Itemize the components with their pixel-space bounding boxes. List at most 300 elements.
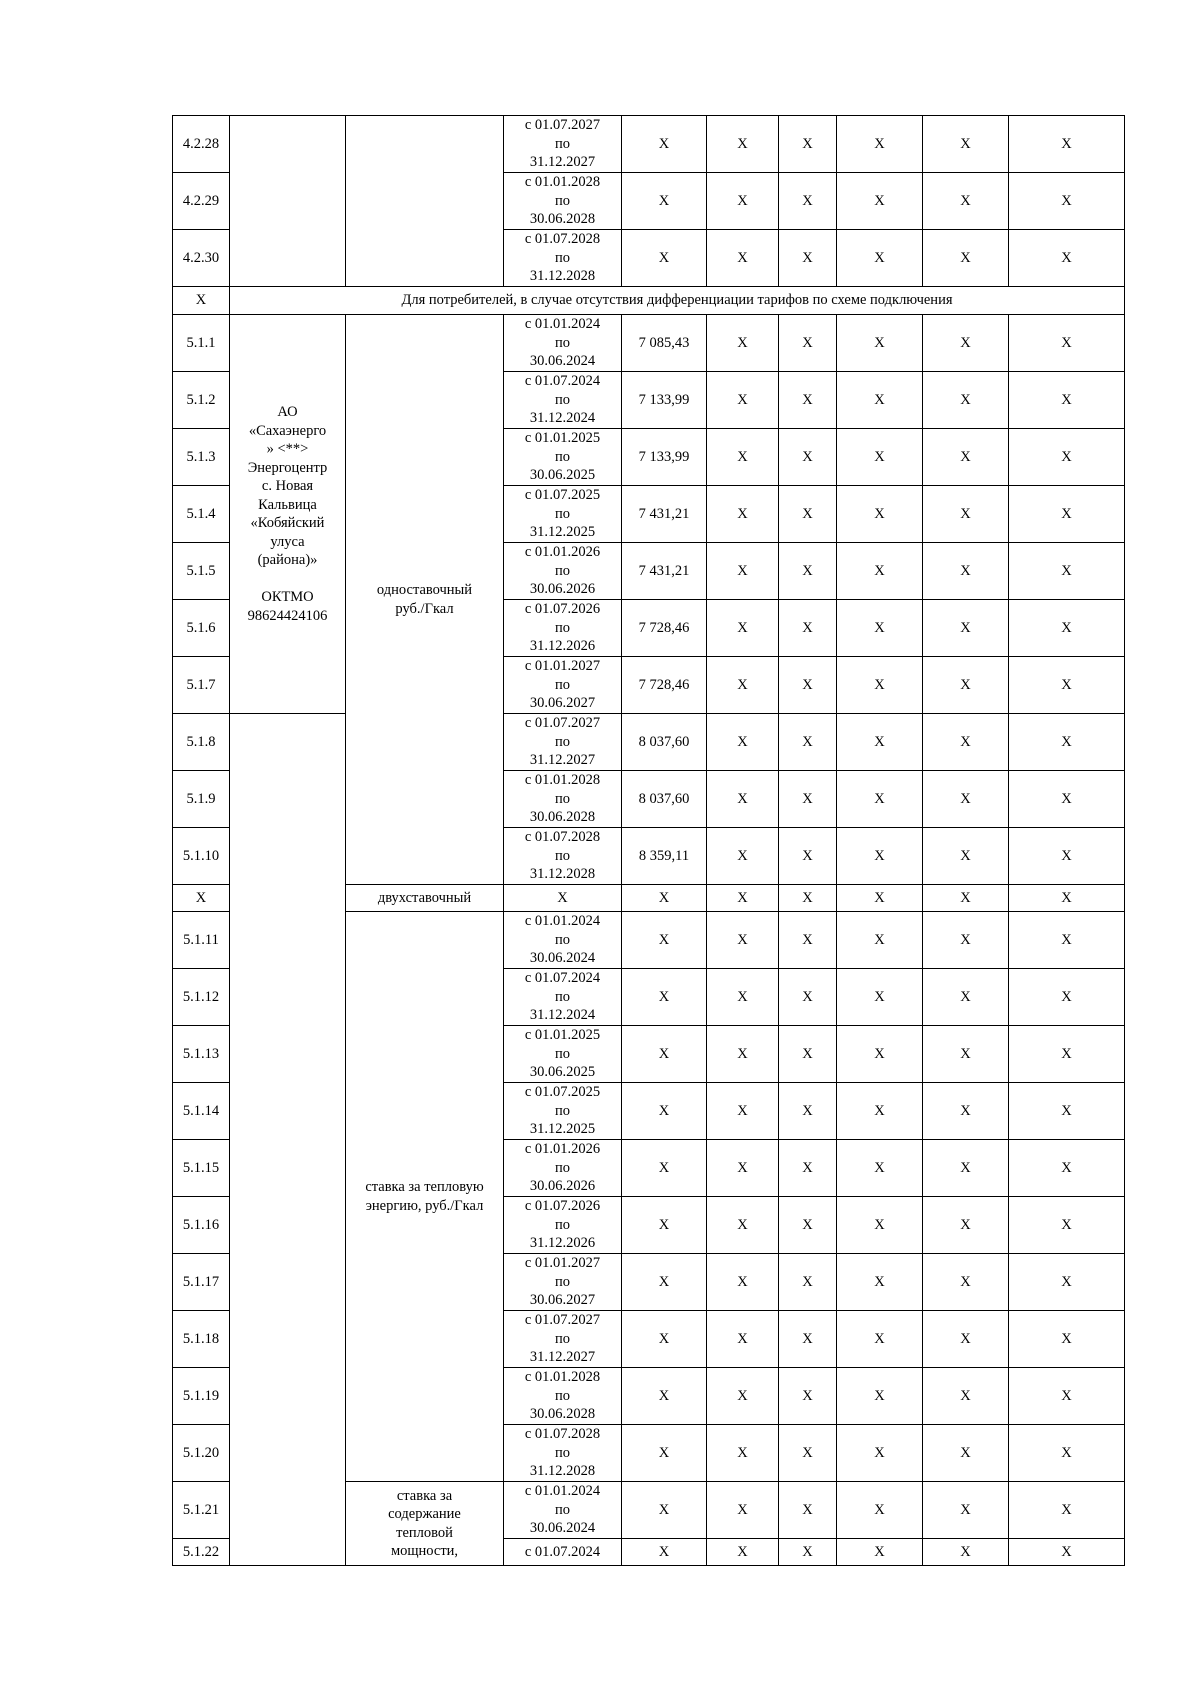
period-cell bbox=[504, 429, 622, 486]
tariff-value: X bbox=[622, 912, 707, 969]
period-line: с 01.01.2024 bbox=[524, 913, 601, 930]
x-cell: X bbox=[837, 372, 923, 429]
tariff-value: X bbox=[622, 1026, 707, 1083]
organization-line: «Сахаэнерго bbox=[248, 422, 327, 439]
x-cell: X bbox=[1009, 1140, 1125, 1197]
period-line: по bbox=[554, 931, 570, 948]
rate-type-line: ставка за тепловую bbox=[365, 1179, 484, 1195]
x-cell: X bbox=[923, 885, 1009, 912]
x-cell: X bbox=[923, 116, 1009, 173]
tariff-value: X bbox=[622, 1539, 707, 1566]
period-line: с 01.07.2027 bbox=[524, 715, 601, 732]
x-cell: X bbox=[1009, 543, 1125, 600]
row-number: 5.1.6 bbox=[173, 600, 230, 657]
x-cell: X bbox=[707, 1140, 779, 1197]
section-header: Для потребителей, в случае отсутствия дифференциации тарифов по схеме подключения bbox=[230, 287, 1125, 315]
row-number: 5.1.8 bbox=[173, 714, 230, 771]
period-line: по bbox=[554, 1102, 570, 1119]
row-number: 5.1.13 bbox=[173, 1026, 230, 1083]
table-row bbox=[173, 315, 1125, 372]
x-cell: X bbox=[779, 828, 837, 885]
row-number: 5.1.5 bbox=[173, 543, 230, 600]
x-cell: X bbox=[923, 315, 1009, 372]
tariff-value: X bbox=[622, 1254, 707, 1311]
x-cell: X bbox=[1009, 1311, 1125, 1368]
period-line: по bbox=[554, 1501, 570, 1518]
tariff-value: X bbox=[622, 1368, 707, 1425]
x-cell: X bbox=[779, 657, 837, 714]
x-cell: X bbox=[837, 116, 923, 173]
x-cell: X bbox=[923, 1482, 1009, 1539]
x-cell: X bbox=[923, 1425, 1009, 1482]
x-cell: X bbox=[837, 1254, 923, 1311]
x-cell: X bbox=[779, 1197, 837, 1254]
tariff-value: 7 431,21 bbox=[622, 486, 707, 543]
x-cell: X bbox=[923, 912, 1009, 969]
period-line: 31.12.2025 bbox=[529, 524, 596, 541]
x-cell: X bbox=[837, 230, 923, 287]
period-line: по bbox=[554, 135, 570, 152]
tariff-value: 8 037,60 bbox=[622, 714, 707, 771]
period-line: с 01.07.2028 bbox=[524, 829, 601, 846]
period-cell bbox=[504, 116, 622, 173]
row-number: 5.1.15 bbox=[173, 1140, 230, 1197]
x-cell: X bbox=[707, 600, 779, 657]
period-line: с 01.01.2027 bbox=[524, 658, 601, 675]
period-line: с 01.01.2024 bbox=[524, 316, 601, 333]
tariff-value: 7 085,43 bbox=[622, 315, 707, 372]
tariff-value: X bbox=[622, 116, 707, 173]
x-cell: X bbox=[1009, 771, 1125, 828]
x-cell: X bbox=[707, 885, 779, 912]
organization-line: (района)» bbox=[257, 552, 318, 568]
row-number: 5.1.9 bbox=[173, 771, 230, 828]
rate-type-energy bbox=[346, 912, 504, 1482]
x-cell: X bbox=[779, 486, 837, 543]
period-cell bbox=[504, 969, 622, 1026]
period-cell bbox=[504, 315, 622, 372]
period-line: по bbox=[554, 391, 570, 408]
row-number: 5.1.19 bbox=[173, 1368, 230, 1425]
period-cell bbox=[504, 173, 622, 230]
table-row bbox=[173, 116, 1125, 173]
x-cell: X bbox=[707, 315, 779, 372]
period-cell bbox=[504, 1311, 622, 1368]
row-number: X bbox=[173, 885, 230, 912]
period-line: по bbox=[554, 1444, 570, 1461]
x-cell: X bbox=[923, 1140, 1009, 1197]
period-cell bbox=[504, 771, 622, 828]
period-cell bbox=[504, 1083, 622, 1140]
period-cell bbox=[504, 1368, 622, 1425]
tariff-value: 7 133,99 bbox=[622, 372, 707, 429]
period-line: 30.06.2026 bbox=[529, 1178, 596, 1195]
period-line: с 01.01.2028 bbox=[524, 174, 601, 191]
x-cell: X bbox=[707, 657, 779, 714]
period-line: 30.06.2024 bbox=[529, 1520, 596, 1537]
x-cell: X bbox=[1009, 885, 1125, 912]
x-cell: X bbox=[779, 1254, 837, 1311]
organization-cell bbox=[230, 315, 346, 714]
x-cell: X bbox=[707, 969, 779, 1026]
period-line: с 01.01.2024 bbox=[524, 1483, 601, 1500]
x-cell: X bbox=[923, 543, 1009, 600]
period-cell bbox=[504, 543, 622, 600]
period-cell bbox=[504, 1539, 622, 1566]
row-number: 4.2.29 bbox=[173, 173, 230, 230]
x-cell: X bbox=[837, 1368, 923, 1425]
tariff-value: X bbox=[622, 230, 707, 287]
x-cell: X bbox=[622, 885, 707, 912]
period-line: с 01.07.2024 bbox=[524, 373, 601, 390]
period-line: по bbox=[554, 988, 570, 1005]
x-cell: X bbox=[779, 1083, 837, 1140]
x-cell: X bbox=[837, 1026, 923, 1083]
period-line: с 01.01.2025 bbox=[524, 430, 601, 447]
organization-line: Кальвица bbox=[258, 496, 317, 513]
tariff-value: 8 037,60 bbox=[622, 771, 707, 828]
rate-type-one-part bbox=[346, 315, 504, 885]
tariff-value: X bbox=[622, 1311, 707, 1368]
x-cell: X bbox=[779, 1140, 837, 1197]
x-cell: X bbox=[779, 173, 837, 230]
period-line: по bbox=[554, 562, 570, 579]
period-line: с 01.01.2028 bbox=[524, 1369, 601, 1386]
period-line: с 01.07.2025 bbox=[524, 1084, 601, 1101]
row-number: 5.1.14 bbox=[173, 1083, 230, 1140]
x-cell: X bbox=[1009, 116, 1125, 173]
row-number: 5.1.1 bbox=[173, 315, 230, 372]
period-cell bbox=[504, 657, 622, 714]
rate-type-line: энергию, руб./Гкал bbox=[365, 1197, 484, 1214]
period-line: 30.06.2028 bbox=[529, 211, 596, 228]
tariff-value: X bbox=[622, 1482, 707, 1539]
tariff-value: X bbox=[622, 173, 707, 230]
row-number: 5.1.4 bbox=[173, 486, 230, 543]
x-cell: X bbox=[837, 912, 923, 969]
rate-type-line: руб./Гкал bbox=[395, 600, 454, 617]
x-cell: X bbox=[779, 885, 837, 912]
period-line: по bbox=[554, 790, 570, 807]
organization-line: » <**> bbox=[266, 441, 309, 457]
org-cell-empty bbox=[230, 714, 346, 1566]
row-number: 4.2.30 bbox=[173, 230, 230, 287]
period-line: 31.12.2024 bbox=[529, 1007, 596, 1024]
x-cell: X bbox=[837, 771, 923, 828]
organization-line: улуса bbox=[270, 533, 305, 550]
section-row bbox=[173, 287, 1125, 315]
row-number: 5.1.16 bbox=[173, 1197, 230, 1254]
rate-type-line: содержание bbox=[388, 1506, 461, 1522]
period-line: по bbox=[554, 1330, 570, 1347]
x-cell: X bbox=[1009, 429, 1125, 486]
x-cell: X bbox=[1009, 714, 1125, 771]
period-cell bbox=[504, 1425, 622, 1482]
x-cell: X bbox=[923, 1254, 1009, 1311]
tariff-value: X bbox=[622, 1083, 707, 1140]
x-cell: X bbox=[1009, 315, 1125, 372]
x-cell: X bbox=[923, 1197, 1009, 1254]
period-cell bbox=[504, 600, 622, 657]
period-line: с 01.01.2028 bbox=[524, 772, 601, 789]
x-cell: X bbox=[923, 771, 1009, 828]
period-line: 30.06.2024 bbox=[529, 353, 596, 370]
period-cell bbox=[504, 486, 622, 543]
x-cell: X bbox=[779, 372, 837, 429]
period-line: по bbox=[554, 1216, 570, 1233]
period-line: 31.12.2028 bbox=[529, 268, 596, 285]
x-cell: X bbox=[923, 372, 1009, 429]
period-line: 30.06.2027 bbox=[529, 695, 596, 712]
x-cell: X bbox=[1009, 969, 1125, 1026]
x-cell: X bbox=[837, 969, 923, 1026]
x-cell: X bbox=[1009, 230, 1125, 287]
row-number: 4.2.28 bbox=[173, 116, 230, 173]
x-cell: X bbox=[707, 1311, 779, 1368]
period-line: по bbox=[554, 1387, 570, 1404]
x-cell: X bbox=[779, 230, 837, 287]
organization-line: 98624424106 bbox=[247, 607, 328, 624]
x-cell: X bbox=[837, 486, 923, 543]
x-cell: X bbox=[837, 1083, 923, 1140]
tariff-table bbox=[172, 115, 1125, 1566]
x-cell: X bbox=[1009, 600, 1125, 657]
period-cell bbox=[504, 1140, 622, 1197]
organization-line: АО bbox=[277, 404, 298, 420]
x-cell: X bbox=[837, 1539, 923, 1566]
x-cell: X bbox=[779, 771, 837, 828]
x-cell: X bbox=[707, 543, 779, 600]
x-cell: X bbox=[779, 1368, 837, 1425]
tariff-value: X bbox=[622, 1140, 707, 1197]
organization-line bbox=[232, 570, 343, 589]
x-cell: X bbox=[707, 1197, 779, 1254]
period-line: по bbox=[554, 733, 570, 750]
x-cell: X bbox=[707, 116, 779, 173]
period-line: с 01.01.2026 bbox=[524, 544, 601, 561]
x-cell: X bbox=[707, 1254, 779, 1311]
x-cell: X bbox=[1009, 372, 1125, 429]
period-line: с 01.07.2026 bbox=[524, 1198, 601, 1215]
period-line: по bbox=[554, 334, 570, 351]
period-line: с 01.01.2027 bbox=[524, 1255, 601, 1272]
rate-type-capacity bbox=[346, 1482, 504, 1566]
period-line: 31.12.2028 bbox=[529, 1463, 596, 1480]
x-cell: X bbox=[707, 1083, 779, 1140]
period-cell bbox=[504, 912, 622, 969]
rate-cell-empty bbox=[346, 116, 504, 287]
period-line: по bbox=[554, 1273, 570, 1290]
x-cell: X bbox=[1009, 486, 1125, 543]
period-line: по bbox=[554, 676, 570, 693]
period-cell bbox=[504, 230, 622, 287]
x-cell: X bbox=[837, 543, 923, 600]
x-cell: X bbox=[779, 429, 837, 486]
x-cell: X bbox=[1009, 1539, 1125, 1566]
x-cell: X bbox=[923, 828, 1009, 885]
period-line: с 01.07.2027 bbox=[524, 1312, 601, 1329]
period-cell bbox=[504, 1254, 622, 1311]
x-cell: X bbox=[707, 486, 779, 543]
period-line: 31.12.2027 bbox=[529, 1349, 596, 1366]
x-cell: X bbox=[923, 1083, 1009, 1140]
organization-line: с. Новая bbox=[261, 478, 314, 494]
x-cell: X bbox=[923, 600, 1009, 657]
period-line: 30.06.2025 bbox=[529, 467, 596, 484]
row-number: 5.1.17 bbox=[173, 1254, 230, 1311]
period-line: с 01.07.2024 bbox=[524, 970, 601, 987]
x-cell: X bbox=[837, 315, 923, 372]
x-cell: X bbox=[923, 1026, 1009, 1083]
x-cell: X bbox=[837, 600, 923, 657]
period-line: 30.06.2028 bbox=[529, 809, 596, 826]
x-cell: X bbox=[1009, 1197, 1125, 1254]
x-cell: X bbox=[779, 116, 837, 173]
x-cell: X bbox=[707, 1539, 779, 1566]
x-cell: X bbox=[923, 714, 1009, 771]
x-cell: X bbox=[707, 429, 779, 486]
table-row bbox=[173, 714, 1125, 771]
x-cell: X bbox=[779, 543, 837, 600]
tariff-value: 7 133,99 bbox=[622, 429, 707, 486]
row-number: 5.1.2 bbox=[173, 372, 230, 429]
row-number: 5.1.10 bbox=[173, 828, 230, 885]
rate-type-line: мощности, bbox=[390, 1543, 459, 1559]
tariff-value: 8 359,11 bbox=[622, 828, 707, 885]
tariff-value: X bbox=[622, 1197, 707, 1254]
organization-line: Энергоцентр bbox=[247, 459, 328, 476]
period-line: по bbox=[554, 448, 570, 465]
x-cell: X bbox=[837, 828, 923, 885]
period-line: с 01.07.2028 bbox=[524, 1426, 601, 1443]
org-cell-empty bbox=[230, 116, 346, 287]
period-line: 31.12.2024 bbox=[529, 410, 596, 427]
x-cell: X bbox=[707, 1482, 779, 1539]
x-cell: X bbox=[1009, 1083, 1125, 1140]
period-line: с 01.01.2026 bbox=[524, 1141, 601, 1158]
tariff-value: X bbox=[622, 969, 707, 1026]
period-line: 30.06.2027 bbox=[529, 1292, 596, 1309]
period-line: по bbox=[554, 192, 570, 209]
period-line: с 01.01.2025 bbox=[524, 1027, 601, 1044]
x-cell: X bbox=[707, 173, 779, 230]
x-cell: X bbox=[779, 315, 837, 372]
x-cell: X bbox=[923, 657, 1009, 714]
tariff-value: 7 728,46 bbox=[622, 657, 707, 714]
period-line: по bbox=[554, 619, 570, 636]
period-line: с 01.07.2026 bbox=[524, 601, 601, 618]
row-number: 5.1.12 bbox=[173, 969, 230, 1026]
period-line: 31.12.2027 bbox=[529, 154, 596, 171]
x-cell: X bbox=[1009, 828, 1125, 885]
x-cell: X bbox=[779, 1026, 837, 1083]
x-cell: X bbox=[923, 969, 1009, 1026]
x-cell: X bbox=[837, 1140, 923, 1197]
x-cell: X bbox=[779, 714, 837, 771]
period-line: 31.12.2026 bbox=[529, 1235, 596, 1252]
x-cell: X bbox=[779, 1482, 837, 1539]
x-cell: X bbox=[837, 885, 923, 912]
rate-type-line: тепловой bbox=[396, 1524, 453, 1541]
organization-line: ОКТМО bbox=[261, 589, 314, 605]
x-cell: X bbox=[504, 885, 622, 912]
x-cell: X bbox=[779, 1425, 837, 1482]
period-cell bbox=[504, 828, 622, 885]
x-cell: X bbox=[837, 1425, 923, 1482]
period-line: 31.12.2027 bbox=[529, 752, 596, 769]
x-cell: X bbox=[923, 1539, 1009, 1566]
row-number: 5.1.20 bbox=[173, 1425, 230, 1482]
x-cell: X bbox=[1009, 657, 1125, 714]
period-cell bbox=[504, 1026, 622, 1083]
period-cell bbox=[504, 714, 622, 771]
period-line: с 01.07.2025 bbox=[524, 487, 601, 504]
row-number: 5.1.18 bbox=[173, 1311, 230, 1368]
period-line: по bbox=[554, 249, 570, 266]
row-number: 5.1.22 bbox=[173, 1539, 230, 1566]
tariff-value: 7 431,21 bbox=[622, 543, 707, 600]
rate-type-line: одноставочный bbox=[376, 582, 473, 598]
x-cell: X bbox=[1009, 1368, 1125, 1425]
period-line: 31.12.2025 bbox=[529, 1121, 596, 1138]
x-cell: X bbox=[707, 828, 779, 885]
x-cell: X bbox=[837, 173, 923, 230]
row-number: 5.1.21 bbox=[173, 1482, 230, 1539]
x-cell: X bbox=[923, 429, 1009, 486]
period-line: по bbox=[554, 1159, 570, 1176]
x-cell: X bbox=[923, 486, 1009, 543]
x-cell: X bbox=[837, 657, 923, 714]
x-cell: X bbox=[779, 969, 837, 1026]
x-cell: X bbox=[779, 1539, 837, 1566]
x-cell: X bbox=[707, 1425, 779, 1482]
period-cell bbox=[504, 1197, 622, 1254]
x-cell: X bbox=[707, 771, 779, 828]
x-cell: X bbox=[923, 1368, 1009, 1425]
period-line: 31.12.2028 bbox=[529, 866, 596, 883]
rate-type-line: ставка за bbox=[396, 1487, 453, 1504]
x-cell: X bbox=[923, 1311, 1009, 1368]
period-cell bbox=[504, 1482, 622, 1539]
x-cell: X bbox=[837, 429, 923, 486]
x-cell: X bbox=[923, 173, 1009, 230]
period-line: 30.06.2028 bbox=[529, 1406, 596, 1423]
x-cell: X bbox=[1009, 1026, 1125, 1083]
x-cell: X bbox=[779, 1311, 837, 1368]
x-cell: X bbox=[707, 372, 779, 429]
period-line: по bbox=[554, 847, 570, 864]
row-number: 5.1.7 bbox=[173, 657, 230, 714]
period-line: 30.06.2024 bbox=[529, 950, 596, 967]
period-line: с 01.07.2027 bbox=[524, 117, 601, 134]
period-line: с 01.07.2028 bbox=[524, 231, 601, 248]
period-line: по bbox=[554, 1045, 570, 1062]
row-number: 5.1.3 bbox=[173, 429, 230, 486]
x-cell: X bbox=[779, 600, 837, 657]
x-cell: X bbox=[707, 230, 779, 287]
rate-type-two-part: двухставочный bbox=[346, 885, 504, 912]
period-line: с 01.07.2024 bbox=[524, 1543, 601, 1560]
x-cell: X bbox=[1009, 1254, 1125, 1311]
row-number: X bbox=[173, 287, 230, 315]
x-cell: X bbox=[1009, 1482, 1125, 1539]
period-line: 31.12.2026 bbox=[529, 638, 596, 655]
period-line: 30.06.2025 bbox=[529, 1064, 596, 1081]
x-cell: X bbox=[1009, 173, 1125, 230]
x-cell: X bbox=[779, 912, 837, 969]
period-cell bbox=[504, 372, 622, 429]
x-cell: X bbox=[1009, 912, 1125, 969]
